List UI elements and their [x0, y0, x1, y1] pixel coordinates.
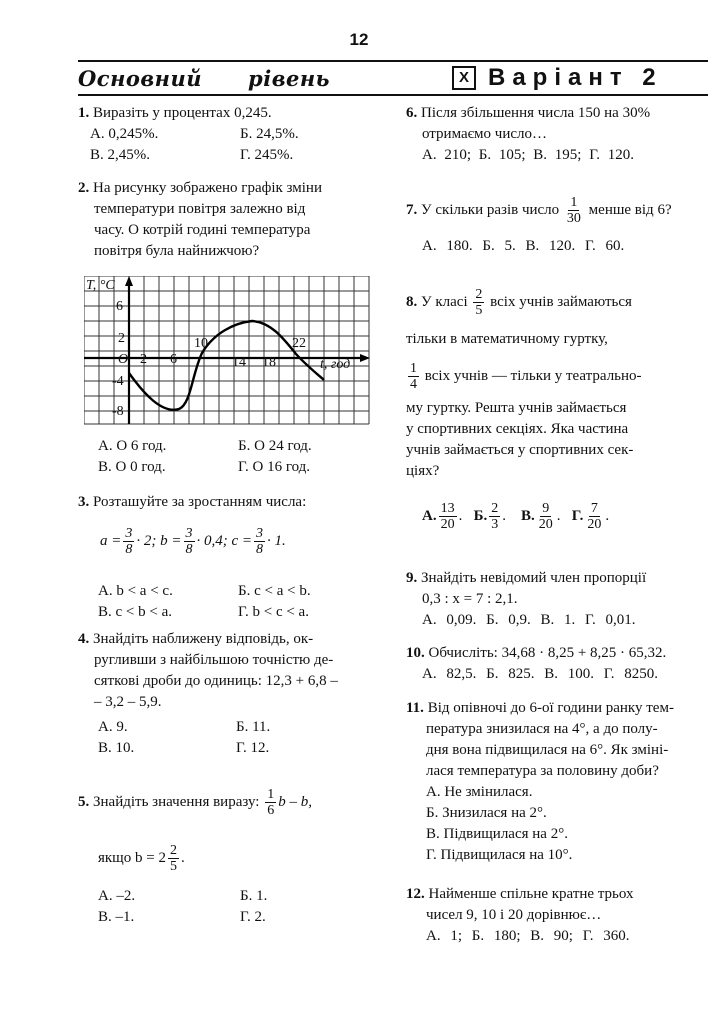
q3-var-a: a =: [100, 533, 122, 549]
q6-line-2: отримаємо число…: [422, 126, 548, 142]
variant-title: [452, 64, 663, 92]
q8-option-c-den: 20: [538, 517, 553, 533]
q5-frac-num: 1: [267, 787, 275, 803]
q5-mixed-den: 5: [169, 859, 177, 875]
q12-option-a: А. 1;: [426, 928, 462, 944]
q2-number: 2.: [78, 180, 90, 196]
q1-option-a: А. 0,245%.: [90, 126, 159, 142]
q11-line-2: пература знизилася на 4°, а до полу-: [426, 721, 658, 737]
question-1: [78, 103, 383, 166]
q4-line-3: сяткові дроби до одиниць: 12,3 + 6,8 –: [94, 673, 338, 689]
q1-option-c: В. 2,45%.: [90, 147, 150, 163]
question-6: [406, 103, 711, 166]
variant-label: Варіант 2: [488, 64, 663, 91]
y-tick-2: 2: [118, 331, 125, 346]
y-tick-6: 6: [116, 299, 123, 314]
y-tick-minus-8: -8: [112, 404, 124, 419]
q11-line-3: дня вона підвищилася на 6°. Як змінi-: [426, 742, 669, 758]
q5-expr-tail: b – b,: [278, 794, 312, 810]
q3-option-b: Б. c < a < b.: [238, 583, 311, 599]
q3-option-c: В. c < b < a.: [98, 604, 172, 620]
q7-option-d: Г. 60.: [584, 238, 625, 254]
q12-option-c: В. 90;: [530, 928, 573, 944]
q11-option-a: А. Не змінилася.: [426, 784, 533, 800]
question-8: 8. У класі $\frac{2}{5}$ всіх учнів займаються тільки в математичному гуртку, $\frac{1}{4}$ всіх учнів — тільки у театрально- му гуртку. Решта учнів займається у спортивних секціях. Яка частина учнів займається у спортивних сек- ціях? А. $\frac{13}{20}$ . Б. $\frac{2}{3}$ . В. $\frac{9}{20}$ . Г. $\frac{7}{20}$ .: [406, 280, 711, 538]
q8-line-6: учнів займається у спортивних сек-: [406, 442, 634, 458]
q8-option-b-label: Б.: [473, 508, 488, 524]
q11-option-d: Г. Підвищилася на 10°.: [426, 847, 573, 863]
q3-a-den: 8: [125, 542, 133, 558]
q2-options: [78, 436, 383, 478]
question-4: [78, 629, 383, 759]
q5-option-b: Б. 1.: [240, 888, 268, 904]
q8-option-c-label: В.: [521, 508, 535, 524]
q3-text: Розташуйте за зростанням числа:: [93, 494, 307, 510]
q8-line-4: му гуртку. Решта учнів займається: [406, 400, 627, 416]
q8-text-post2: всіх учнів — тільки у театрально-: [424, 368, 642, 384]
header-rule-top: [78, 60, 708, 62]
header-rule-bottom: [78, 94, 708, 96]
q7-option-c: В. 120.: [525, 238, 576, 254]
q12-option-b: Б. 180;: [471, 928, 521, 944]
q11-option-c: В. Підвищилася на 2°.: [426, 826, 568, 842]
q8-line-5: у спортивних секціях. Яка частина: [406, 421, 629, 437]
q4-line-2: ругливши з найбільшою точністю де-: [94, 652, 334, 668]
q8-frac1-num: 2: [475, 287, 483, 303]
y-tick-minus-4: -4: [112, 374, 124, 389]
level-title: [78, 66, 330, 91]
q3-number: 3.: [78, 494, 90, 510]
q9-line-1: Знайдіть невідомий член пропорції: [421, 570, 647, 586]
x-tick-14: 14: [232, 355, 246, 370]
q11-line-1: Від опівночі до 6-ої години ранку тем-: [427, 700, 674, 716]
q8-option-d-den: 20: [587, 517, 602, 533]
q10-option-d: Г. 8250.: [603, 666, 658, 682]
checkbox-icon: X: [452, 66, 476, 90]
q8-text-post1: всіх учнів займаються: [490, 294, 632, 310]
q3-option-d: Г. b < c < a.: [238, 604, 309, 620]
q8-option-a-label: А.: [422, 508, 437, 524]
q7-frac-den: 30: [566, 211, 581, 227]
q8-frac2-den: 4: [410, 377, 417, 393]
q6-option-d: Г. 120.: [589, 147, 634, 163]
q7-option-a: А. 180.: [422, 238, 473, 254]
q6-option-a: А. 210;: [422, 147, 471, 163]
q9-option-c: В. 1.: [540, 612, 576, 628]
q4-number: 4.: [78, 631, 90, 647]
q8-option-a-den: 20: [440, 517, 455, 533]
q5-option-a: А. –2.: [98, 888, 136, 904]
q10-option-b: Б. 825.: [486, 666, 535, 682]
q2-line-1: На рисунку зображено графік зміни: [93, 180, 322, 196]
q8-option-a-num: 13: [440, 501, 455, 517]
q2-line-3: часу. О котрій годині температура: [94, 222, 311, 238]
q1-text: Виразіть у процентах 0,245.: [93, 105, 272, 121]
q5-mixed-num: 2: [169, 843, 177, 859]
q2-line-2: температури повітря залежно від: [94, 201, 306, 217]
q4-option-d: Г. 12.: [236, 740, 270, 756]
q11-line-4: лася температура за половину доби?: [426, 763, 659, 779]
q7-text-pre: У скільки разів число: [421, 202, 560, 218]
q4-line-4: – 3,2 – 5,9.: [94, 694, 162, 710]
q6-option-b: Б. 105;: [478, 147, 526, 163]
q6-option-c: В. 195;: [533, 147, 582, 163]
q7-number: 7.: [406, 202, 418, 218]
temperature-graph: [84, 276, 384, 431]
q9-option-d: Г. 0,01.: [584, 612, 636, 628]
x-tick-6: 6: [170, 352, 177, 367]
x-tick-10: 10: [194, 336, 208, 351]
q2-option-d: Г. О 16 год.: [238, 459, 311, 475]
question-2: [78, 178, 383, 262]
q8-line-2: тільки в математичному гуртку,: [406, 331, 608, 347]
q3-option-a: А. b < a < c.: [98, 583, 173, 599]
q11-number: 11.: [406, 700, 424, 716]
q3-a-tail: · 2;: [136, 533, 157, 549]
q10-number: 10.: [406, 645, 425, 661]
q3-b-num: 3: [185, 526, 193, 542]
q2-option-c: В. О 0 год.: [98, 459, 166, 475]
q8-option-d-num: 7: [590, 501, 598, 517]
x-tick-2: 2: [140, 352, 147, 367]
q9-line-2: 0,3 : x = 7 : 2,1.: [422, 591, 518, 607]
q5-option-c: В. –1.: [98, 909, 135, 925]
q5-condition: якщо b = 2: [98, 850, 166, 866]
q10-text: Обчисліть: 34,68 · 8,25 + 8,25 · 65,32.: [428, 645, 667, 661]
q9-option-b: Б. 0,9.: [486, 612, 531, 628]
q12-option-d: Г. 360.: [582, 928, 630, 944]
q4-line-1: Знайдіть наближену відповідь, ок-: [93, 631, 314, 647]
q4-option-a: А. 9.: [98, 719, 128, 735]
q8-option-c-num: 9: [542, 501, 550, 517]
q8-option-d-label: Г.: [571, 508, 584, 524]
question-3: [78, 492, 383, 623]
q12-line-1: Найменше спільне кратне трьох: [428, 886, 634, 902]
q5-frac-den: 6: [267, 803, 275, 819]
q9-option-a: А. 0,09.: [422, 612, 477, 628]
q4-option-b: Б. 11.: [236, 719, 271, 735]
question-5: [78, 782, 383, 928]
question-11: [406, 698, 711, 866]
q10-option-a: А. 82,5.: [422, 666, 477, 682]
x-axis-label: t, год: [320, 357, 351, 372]
x-tick-18: 18: [262, 355, 276, 370]
q3-a-num: 3: [125, 526, 133, 542]
q10-option-c: В. 100.: [544, 666, 594, 682]
q8-option-b-den: 3: [491, 517, 499, 533]
q8-number: 8.: [406, 294, 418, 310]
q8-option-b-num: 2: [491, 501, 499, 517]
q1-number: 1.: [78, 105, 90, 121]
q12-line-2: чисел 9, 10 і 20 дорівнює…: [426, 907, 602, 923]
q2-option-b: Б. О 24 год.: [238, 438, 312, 454]
q6-number: 6.: [406, 105, 418, 121]
x-tick-22: 22: [292, 336, 306, 351]
q7-frac-num: 1: [570, 195, 578, 211]
q8-text-pre: У класі: [421, 294, 468, 310]
level-word-1: Основний: [78, 66, 203, 91]
q4-option-c: В. 10.: [98, 740, 135, 756]
y-axis-arrow-icon: [125, 276, 133, 286]
q8-frac2-num: 1: [410, 361, 417, 377]
q2-line-4: повітря була найнижчою?: [94, 243, 260, 259]
question-10: [406, 643, 711, 685]
q3-var-c: c =: [231, 533, 253, 549]
q8-frac1-den: 5: [475, 303, 483, 319]
q9-number: 9.: [406, 570, 418, 586]
y-axis-label: T, °C: [86, 278, 115, 293]
q7-option-b: Б. 5.: [482, 238, 516, 254]
q5-text: Знайдіть значення виразу:: [93, 794, 260, 810]
level-word-2: рівень: [248, 66, 331, 91]
q3-c-den: 8: [256, 542, 264, 558]
q5-condition-tail: .: [180, 850, 185, 866]
q3-var-b: b =: [160, 533, 182, 549]
q5-number: 5.: [78, 794, 90, 810]
q2-option-a: А. О 6 год.: [98, 438, 167, 454]
q6-line-1: Після збільшення числа 150 на 30%: [421, 105, 651, 121]
q12-number: 12.: [406, 886, 425, 902]
question-12: [406, 884, 711, 947]
q3-b-den: 8: [185, 542, 193, 558]
q1-option-b: Б. 24,5%.: [240, 126, 299, 142]
q3-c-num: 3: [256, 526, 264, 542]
origin-label: O: [118, 352, 129, 367]
page-number: 12: [349, 30, 369, 49]
q11-option-b: Б. Знизилася на 2°.: [426, 805, 547, 821]
q8-line-7: ціях?: [406, 463, 440, 479]
question-9: [406, 568, 711, 631]
q7-text-post: менше від 6?: [588, 202, 672, 218]
q3-b-tail: · 0,4;: [196, 533, 228, 549]
q3-c-tail: · 1.: [267, 533, 286, 549]
question-7: [406, 188, 711, 257]
q5-option-d: Г. 2.: [240, 909, 266, 925]
q1-option-d: Г. 245%.: [240, 147, 294, 163]
